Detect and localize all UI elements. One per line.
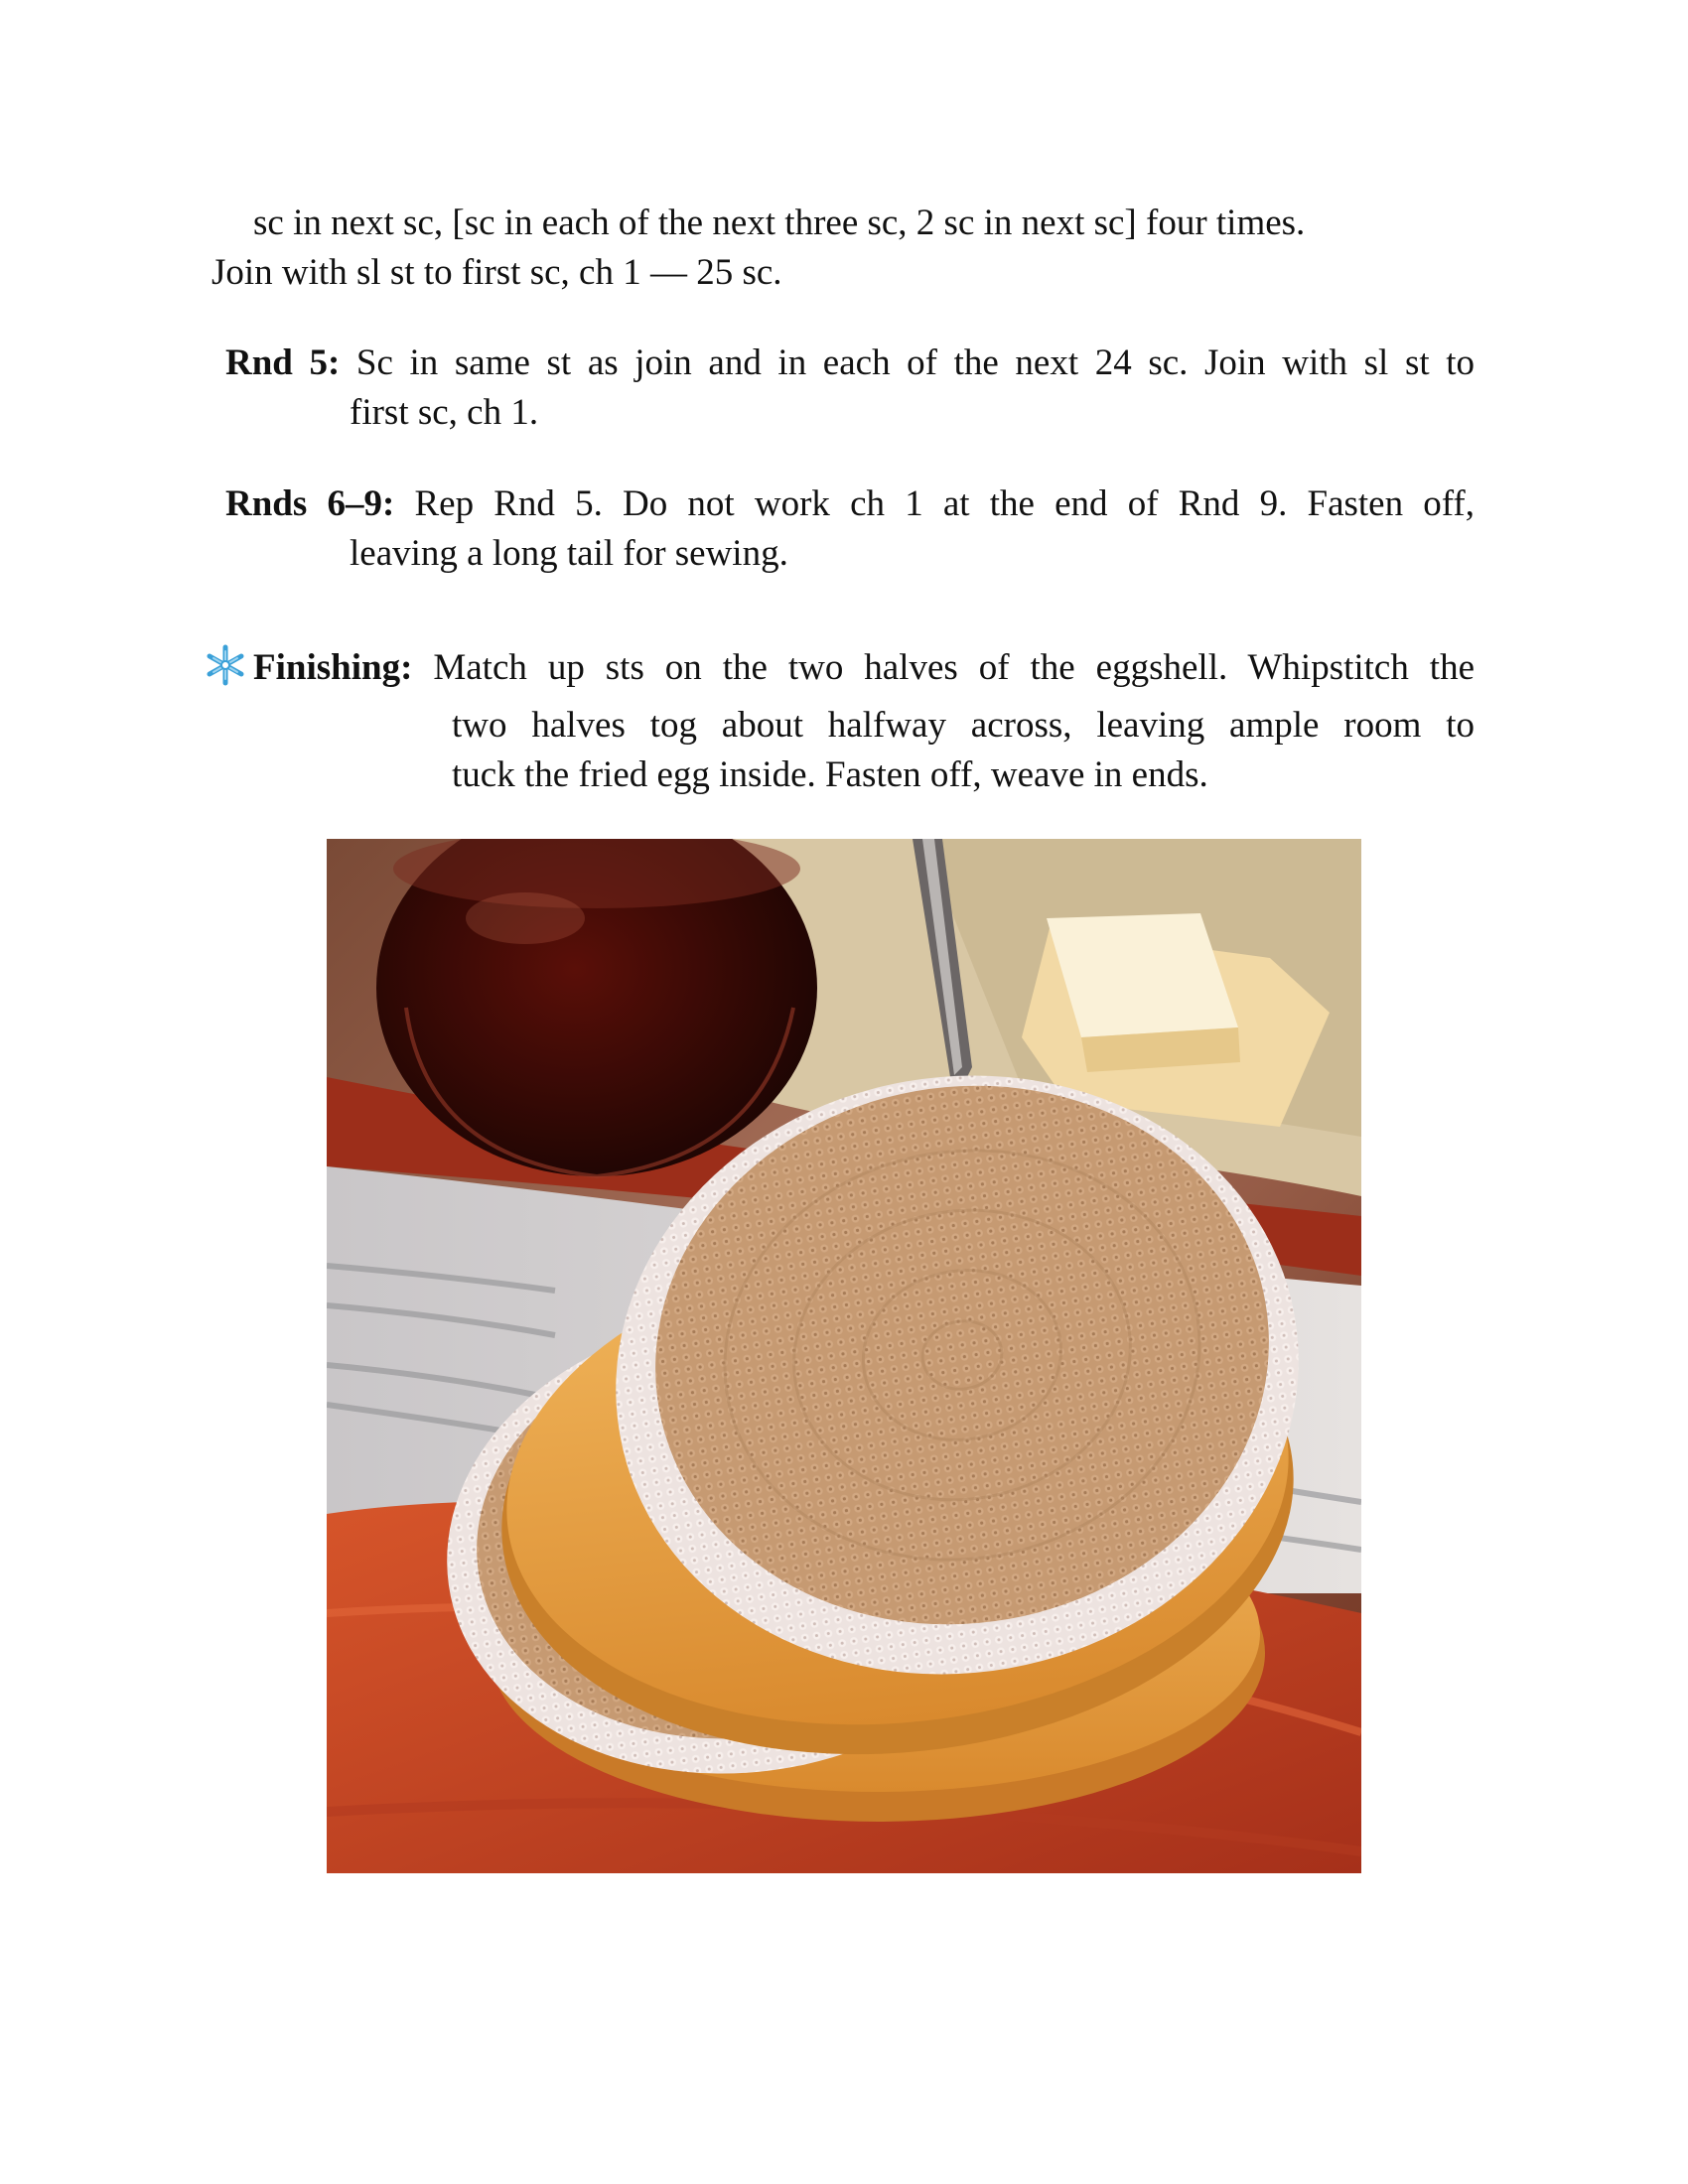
pancake-photo <box>327 839 1361 1873</box>
finishing-text-line-2: two halves tog about halfway across, leaving ample room to <box>452 705 1475 746</box>
intro-line-1: sc in next sc, [sc in each of the next three sc, 2 sc in next sc] four times. <box>253 203 1306 243</box>
finishing-text-line-3: tuck the fried egg inside. Fasten off, weave in ends. <box>452 754 1208 795</box>
finishing-text-line-1: Match up sts on the two halves of the eggshell. Whipstitch the <box>433 647 1476 688</box>
rnds6-9-text-line-2: leaving a long tail for sewing. <box>350 533 788 574</box>
rnds6-9-label: Rnds 6–9: <box>225 483 395 524</box>
rnd5-paragraph <box>225 339 1475 438</box>
rnds6-9-paragraph <box>225 479 1475 579</box>
rnd5-label: Rnd 5: <box>225 342 341 383</box>
snowflake-icon <box>204 643 247 701</box>
finishing-paragraph <box>204 643 1475 800</box>
intro-line-2: Join with sl st to first sc, ch 1 — 25 sc. <box>211 252 782 293</box>
rnd5-text-line-1: Sc in same st as join and in each of the next 24 sc. Join with sl st to <box>355 342 1476 383</box>
finishing-label: Finishing: <box>253 647 413 688</box>
rnd5-text-line-2: first sc, ch 1. <box>350 392 539 433</box>
rnds6-9-text-line-1: Rep Rnd 5. Do not work ch 1 at the end of Rnd 9. Fasten off, <box>414 483 1475 524</box>
